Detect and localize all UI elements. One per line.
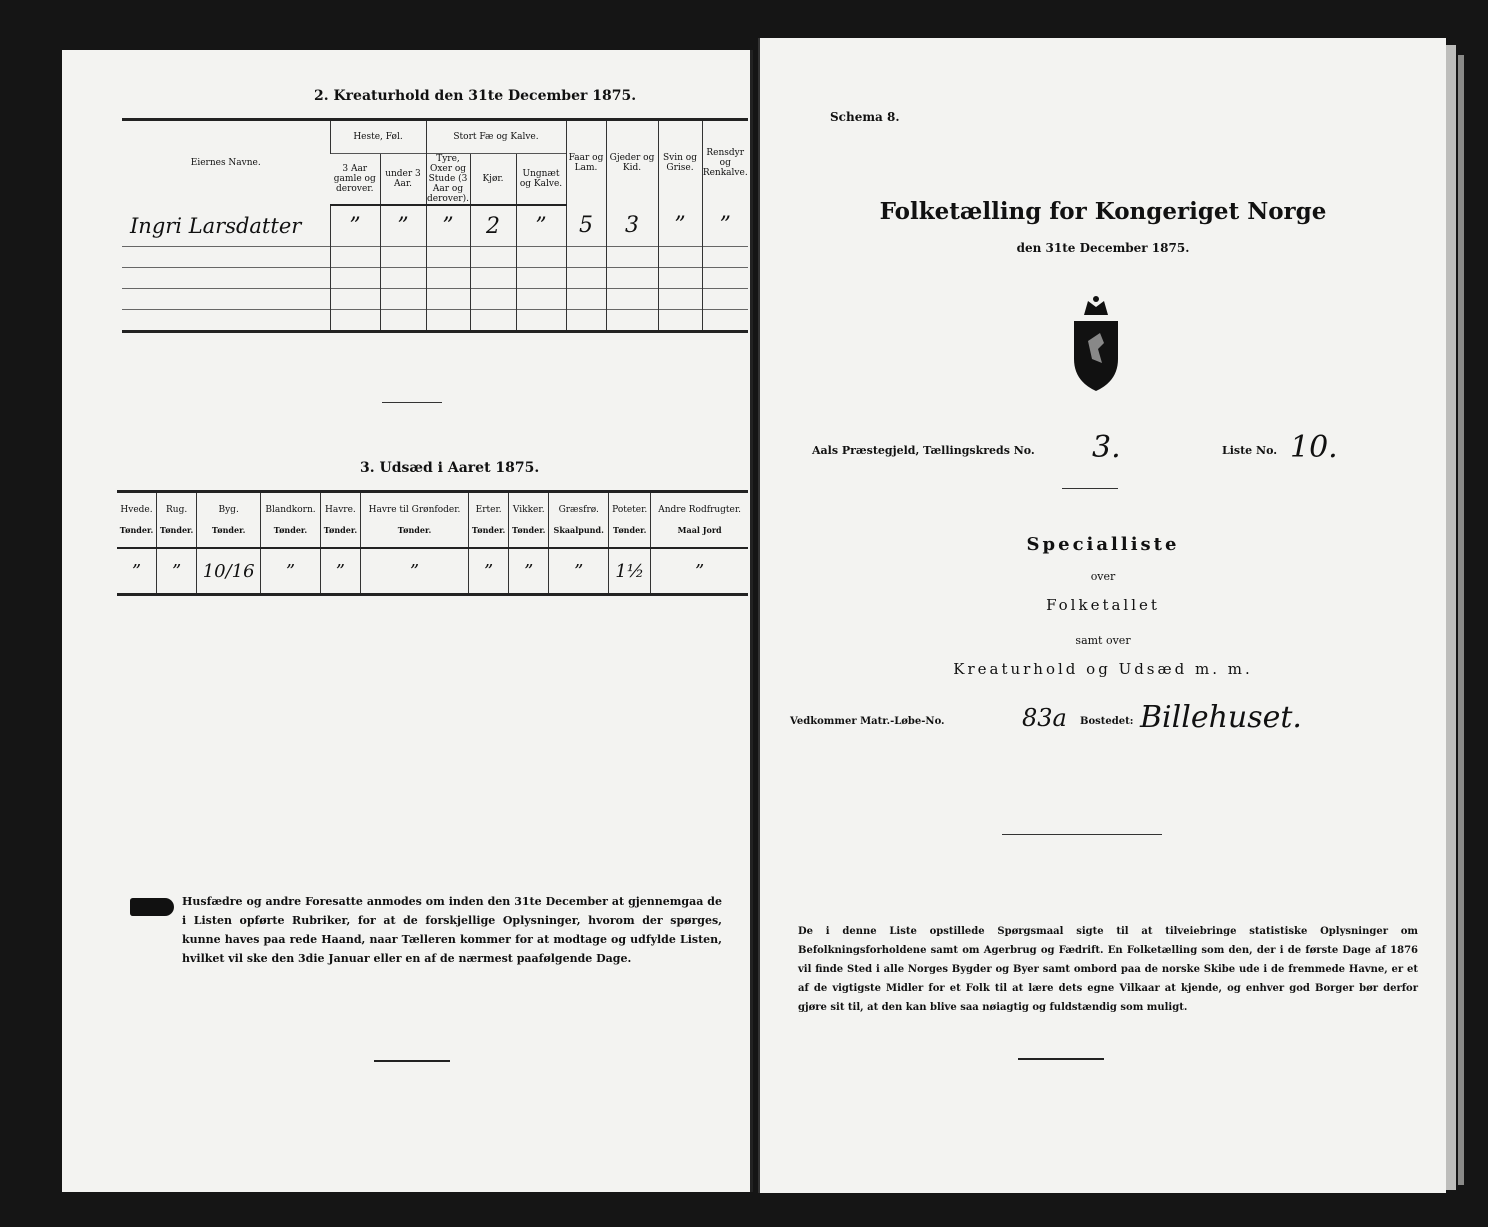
table-cell: 3 [606,205,658,247]
table-cell: ” [651,548,748,595]
pointing-hand-icon [130,898,174,916]
table-cell: ” [360,548,468,595]
table-row [122,247,748,268]
bulls-oxen-header: Tyre, Oxer og Stude (3 Aar og derover). [427,154,469,204]
divider [1062,488,1118,489]
crop-header: Poteter. Tønder. [609,492,651,549]
crop-header: Havre til Grønfoder. Tønder. [360,492,468,549]
crop-header: Rug. Tønder. [157,492,197,549]
table-cell: ” [157,548,197,595]
table-row [122,310,748,332]
census-notice: De i denne Liste opstillede Spørgsmaal sigte til at tilveiebringe statistiske Oplysninger om Befolkningsforholdene samt om Agerbrug og Fædrift. En Folketælling som den, der i de første Dage af 1876 vil finde Sted i alle Norges Bygder og Byer samt ombord paa de norske Skibe ude i de fremmede Havne, er et af de vigtigste Midler for et Folk til at lære dets egne Vilkaar at kjende, og enhver god Borger bør derfor gjøre sit til, at den kan blive saa nøiagtig og fuldstændig som muligt. [798,926,1418,1013]
table-row [122,205,748,247]
divider [1002,834,1162,835]
left-page [62,50,753,1192]
bosted-label: Bostedet: [1080,716,1134,727]
table-cell: ” [380,205,426,247]
reindeer-header: Rensdyr og Renkalve. [702,120,748,206]
table-cell: ” [320,548,360,595]
crop-header: Erter. Tønder. [469,492,509,549]
table-row [122,268,748,289]
table-cell: 1½ [609,548,651,595]
table-cell: ” [426,205,470,247]
table-cell: ” [509,548,549,595]
right-page [758,38,1446,1193]
coat-of-arms-icon [1068,293,1124,397]
table-cell: ” [261,548,321,595]
also-over-label: samt over [1075,634,1131,647]
crop-header: Græsfrø. Skaalpund. [549,492,609,549]
census-date: den 31te December 1875. [1016,241,1190,255]
matr-number: 83a [1022,704,1067,732]
sheep-header: Faar og Lam. [566,120,606,206]
livestock-table [122,118,748,333]
population-title: Folketallet [1046,596,1160,614]
table-cell: ” [330,205,380,247]
divider [382,402,442,403]
parish-label: Aals Præstegjeld, Tællingskreds No. [812,444,1035,457]
horses-young-header: under 3 Aar. [380,154,426,206]
cows-header: Kjør. [470,154,516,206]
crop-header: Byg. Tønder. [197,492,261,549]
table-cell: ” [658,205,702,247]
horses-header: Heste, Føl. [330,120,426,154]
table-cell: 5 [566,205,606,247]
crop-header: Andre Rodfrugter. Maal Jord [651,492,748,549]
list-number: 10. [1290,430,1338,465]
table-cell: ” [516,205,566,247]
bosted-value: Billehuset. [1140,700,1302,735]
crop-header: Vikker. Tønder. [509,492,549,549]
instructions-note: Husfædre og andre Foresatte anmodes om inden den 31te December at gjennemgaa de i Listen opførte Rubriker, for at de forskjellige Oplysninger, hvorom der spørges, kunne haves paa rede Haand, naar Tælleren kommer for at modtage og udfylde Listen, hvilket vil ske den 3die Januar eller en af de nærmest paafølgende Dage. [182,895,722,965]
special-list-title: Specialliste [1026,534,1180,555]
census-title: Folketælling for Kongeriget Norge [879,198,1327,225]
horses-adult-header: 3 Aar gamle og derover. [330,154,380,206]
right-page-edge [1446,45,1456,1190]
cattle-header: Stort Fæ og Kalve. [426,120,566,154]
schema-label: Schema 8. [830,110,900,124]
owner-name: Ingri Larsdatter [130,213,302,238]
livestock-crops-title: Kreaturhold og Udsæd m. m. [953,660,1253,678]
crop-header: Blandkorn. Tønder. [261,492,321,549]
table-cell: ” [549,548,609,595]
crop-header: Havre. Tønder. [320,492,360,549]
crop-header: Hvede. Tønder. [117,492,157,549]
right-page-edge-2 [1458,55,1464,1185]
pigs-header: Svin og Grise. [658,120,702,206]
matr-label: Vedkommer Matr.-Løbe-No. [790,716,945,727]
over-label: over [1090,570,1116,583]
table-cell: 10/16 [197,548,261,595]
table-cell: ” [469,548,509,595]
table-cell: 2 [470,205,516,247]
owner-name-header: Eiernes Navne. [122,120,330,206]
table-row [122,289,748,310]
table-row [117,548,748,595]
divider [1018,1058,1104,1060]
table-cell: ” [117,548,157,595]
crops-title: 3. Udsæd i Aaret 1875. [360,460,540,476]
list-label: Liste No. [1222,444,1278,457]
table-header-row [117,492,748,549]
calves-header: Ungnæt og Kalve. [516,154,566,206]
livestock-title: 2. Kreaturhold den 31te December 1875. [314,88,637,104]
table-cell: ” [702,205,748,247]
divider [374,1060,450,1062]
crops-table [117,490,748,596]
district-number: 3. [1092,430,1121,465]
goats-header: Gjeder og Kid. [606,120,658,206]
